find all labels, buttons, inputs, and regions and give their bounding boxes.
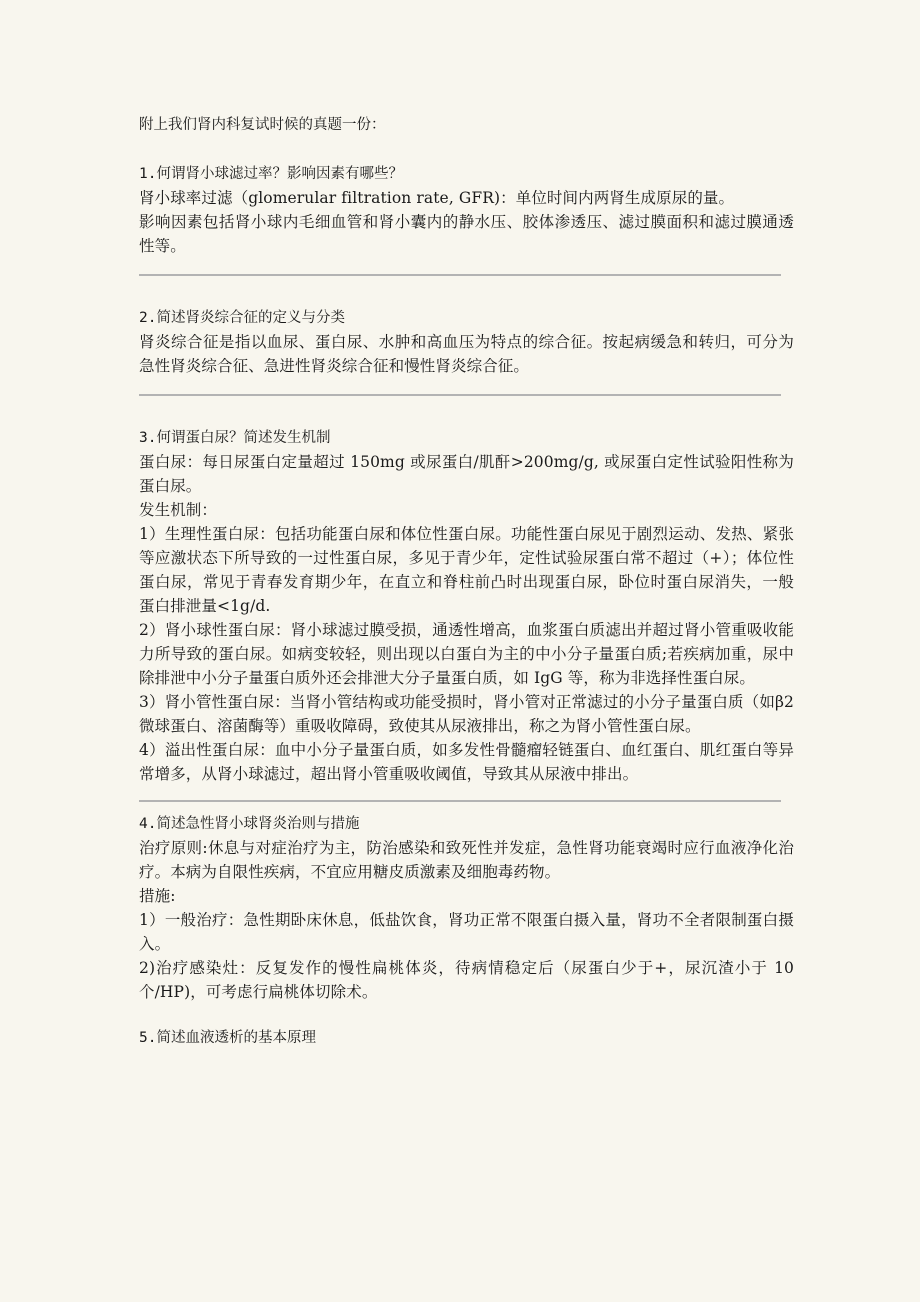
intro-line: 附上我们肾内科复试时候的真题一份： <box>139 117 386 133</box>
question-3-paragraph: 2）肾小球性蛋白尿：肾小球滤过膜受损，通透性增高，血浆蛋白质滤出并超过肾小管重吸收能力所导致的蛋白尿。如病变较轻，则出现以白蛋白为主的中小分子量蛋白质;若疾病加重，尿中除排泄中小分子量蛋白质外还会排泄大分子量蛋白质，如 IgG 等，称为非选择性蛋白尿。 <box>139 621 794 687</box>
question-1-paragraph: 影响因素包括肾小球内毛细血管和肾小囊内的静水压、胶体渗透压、滤过膜面积和滤过膜通透性等。 <box>139 213 794 255</box>
question-4-paragraph: 措施: <box>139 887 176 905</box>
section-divider <box>139 800 781 802</box>
question-3-paragraph: 3）肾小管性蛋白尿：当肾小管结构或功能受损时，肾小管对正常滤过的小分子量蛋白质（如β2 微球蛋白、溶菌酶等）重吸收障碍，致使其从尿液排出，称之为肾小管性蛋白尿。 <box>139 693 794 735</box>
question-1-title: 1.何谓肾小球滤过率？影响因素有哪些？ <box>139 166 403 182</box>
question-4-paragraph: 2)治疗感染灶：反复发作的慢性扁桃体炎，待病情稳定后（尿蛋白少于+，尿沉渣小于 10 个/HP)，可考虑行扁桃体切除术。 <box>139 959 794 1001</box>
section-divider <box>139 394 781 396</box>
question-3-paragraph: 4）溢出性蛋白尿：血中小分子量蛋白质，如多发性骨髓瘤轻链蛋白、血红蛋白、肌红蛋白等异常增多，从肾小球滤过，超出肾小管重吸收阈值，导致其从尿液中排出。 <box>139 741 794 783</box>
question-3-paragraph: 1）生理性蛋白尿：包括功能蛋白尿和体位性蛋白尿。功能性蛋白尿见于剧烈运动、发热、紧张等应激状态下所导致的一过性蛋白尿，多见于青少年，定性试验尿蛋白常不超过（+）；体位性蛋白尿，常见于青春发育期少年，在直立和脊柱前凸时出现蛋白尿，卧位时蛋白尿消失，一般蛋白排泄量<1g/d. <box>139 525 794 615</box>
question-3-title: 3.何谓蛋白尿？简述发生机制 <box>139 430 331 446</box>
question-1-paragraph: 肾小球率过滤（glomerular filtration rate, GFR)：单位时间内两肾生成原尿的量。 <box>139 189 735 207</box>
question-4-paragraph: 治疗原则:休息与对症治疗为主，防治感染和致死性并发症，急性肾功能衰竭时应行血液净化治疗。本病为自限性疾病，不宜应用糖皮质激素及细胞毒药物。 <box>139 839 794 881</box>
document-page <box>139 112 794 1050</box>
section-divider <box>139 274 781 276</box>
question-3-paragraph: 发生机制： <box>139 501 218 519</box>
question-2 <box>139 306 794 378</box>
question-2-title: 2.简述肾炎综合征的定义与分类 <box>139 310 345 326</box>
question-3 <box>139 426 794 786</box>
question-2-paragraph: 肾炎综合征是指以血尿、蛋白尿、水肿和高血压为特点的综合征。按起病缓急和转归，可分为急性肾炎综合征、急进性肾炎综合征和慢性肾炎综合征。 <box>139 333 794 375</box>
blank-line <box>139 1004 794 1026</box>
question-4-title: 4.简述急性肾小球肾炎治则与措施 <box>139 816 360 832</box>
question-5 <box>139 1026 794 1050</box>
question-1 <box>139 162 794 258</box>
question-3-paragraph: 蛋白尿：每日尿蛋白定量超过 150mg 或尿蛋白/肌酐>200mg/g, 或尿蛋白定性试验阳性称为蛋白尿。 <box>139 453 794 495</box>
question-4 <box>139 812 794 1004</box>
question-5-title: 5.简述血液透析的基本原理 <box>139 1030 316 1046</box>
question-4-paragraph: 1）一般治疗：急性期卧床休息，低盐饮食，肾功正常不限蛋白摄入量，肾功不全者限制蛋白摄入。 <box>139 911 794 953</box>
